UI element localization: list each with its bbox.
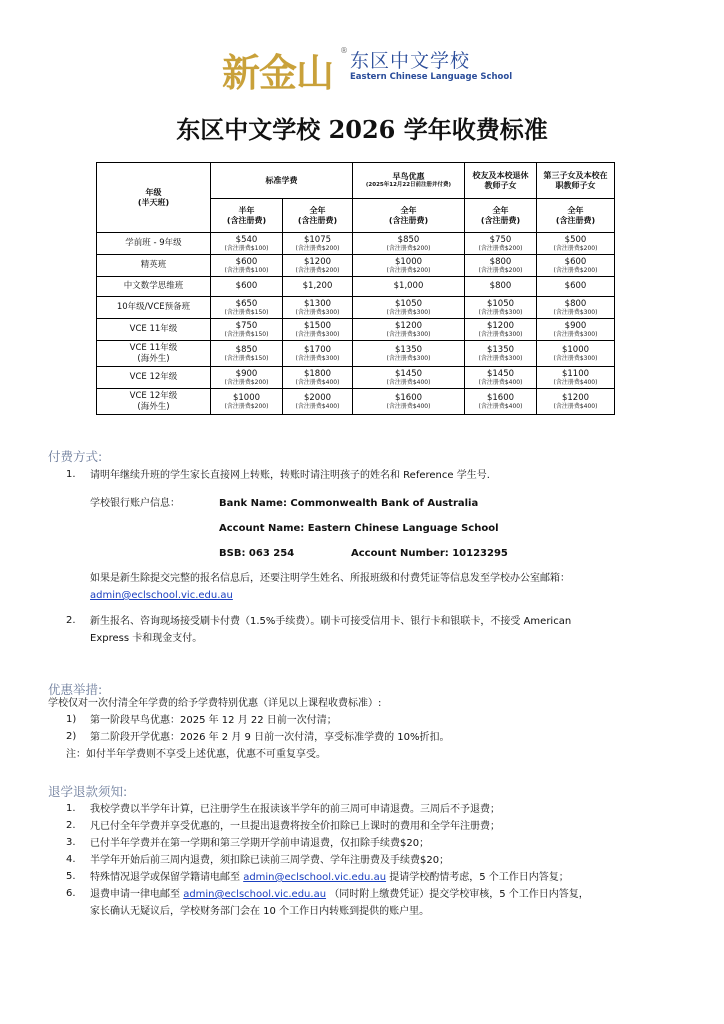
fee-registration-note: (含注册费$200) xyxy=(295,267,340,274)
fee-price: $900 xyxy=(564,320,587,331)
fee-registration-note: (含注册费$200) xyxy=(224,403,269,410)
fee-cell xyxy=(465,319,537,341)
fee-registration-note: (含注册费$300) xyxy=(386,309,431,316)
fee-registration-note: (含注册费$400) xyxy=(553,379,598,386)
fee-cell xyxy=(353,255,465,277)
fee-price: $1000 xyxy=(232,392,261,403)
full-year-header: 全年 (含注册费) xyxy=(465,199,537,233)
fee-cell xyxy=(211,233,283,255)
fee-registration-note: (含注册费$200) xyxy=(553,245,598,252)
table-row xyxy=(97,341,615,367)
grade-cell: 精英班 xyxy=(97,255,211,277)
fee-cell xyxy=(537,341,615,367)
registered-mark: ® xyxy=(340,46,348,55)
discount-item-1: 第一阶段早鸟优惠：2025 年 12 月 22 日前一次付清； xyxy=(90,715,337,726)
table-row xyxy=(97,233,615,255)
fee-registration-note: (含注册费$300) xyxy=(295,331,340,338)
fee-registration-note: (含注册费$150) xyxy=(224,309,269,316)
fee-cell xyxy=(211,389,283,415)
fee-cell xyxy=(353,341,465,367)
table-row xyxy=(97,367,615,389)
fee-price: $1600 xyxy=(486,392,515,403)
fee-price: $600 xyxy=(235,256,258,267)
fee-cell xyxy=(211,319,283,341)
fee-registration-note: (含注册费$100) xyxy=(224,245,269,252)
fee-cell xyxy=(211,277,283,297)
fee-cell xyxy=(353,233,465,255)
payment-item-1: 请明年继续升班的学生家长直接网上转账，转账时请注明孩子的姓名和 Reference 学生号. xyxy=(90,470,490,481)
list-number: 1) xyxy=(66,714,77,725)
refund-item: 我校学费以半学年计算，已注册学生在报读该半学年的前三周可申请退费。三周后不予退费； xyxy=(90,804,500,815)
grade-cell: 中文数学思维班 xyxy=(97,277,211,297)
list-number: 1. xyxy=(66,803,76,814)
fee-cell xyxy=(537,367,615,389)
fee-registration-note: (含注册费$300) xyxy=(295,309,340,316)
fee-registration-note: (含注册费$150) xyxy=(224,331,269,338)
fee-price: $1800 xyxy=(303,368,332,379)
refund-heading: 退学退款须知: xyxy=(48,784,128,799)
fee-registration-note: (含注册费$300) xyxy=(478,331,523,338)
fee-cell xyxy=(465,233,537,255)
grade-header: 年级 (半天班) xyxy=(97,163,211,233)
fee-price: $1,200 xyxy=(302,281,333,292)
fee-cell xyxy=(353,297,465,319)
fee-registration-note: (含注册费$300) xyxy=(478,355,523,362)
fee-table xyxy=(96,162,615,415)
alumni-header: 校友及本校退休 教师子女 xyxy=(465,163,537,199)
fee-cell xyxy=(465,389,537,415)
payment-item-2-cont: Express 卡和现金支付。 xyxy=(90,633,203,644)
refund-item: 半学年开始后前三周内退费，须扣除已读前三周学费、学年注册费及手续费$20； xyxy=(90,855,450,866)
fee-registration-note: (含注册费$300) xyxy=(295,355,340,362)
fee-cell xyxy=(211,341,283,367)
fee-price: $2000 xyxy=(303,392,332,403)
fee-price: $1200 xyxy=(486,320,515,331)
refund-item-6-cont: 家长确认无疑议后，学校财务部门会在 10 个工作日内转账到提供的账户里。 xyxy=(90,906,430,917)
list-number: 2. xyxy=(66,820,76,831)
table-row xyxy=(97,319,615,341)
table-row xyxy=(97,277,615,297)
fee-cell xyxy=(283,341,353,367)
bank-info-label: 学校银行账户信息： xyxy=(90,498,180,509)
early-bird-deadline: (2025年12月22日前注册并付费) xyxy=(365,182,452,188)
fee-price: $1200 xyxy=(394,320,423,331)
account-number: Account Number: 10123295 xyxy=(351,548,508,559)
fee-price: $1500 xyxy=(303,320,332,331)
school-logo xyxy=(222,40,522,96)
account-name: Account Name: Eastern Chinese Language School xyxy=(219,523,499,534)
grade-cell: VCE 12年级 xyxy=(97,367,211,389)
fee-price: $1450 xyxy=(486,368,515,379)
fee-price: $1350 xyxy=(394,344,423,355)
discount-heading: 优惠举措: xyxy=(48,682,103,697)
fee-registration-note: (含注册费$200) xyxy=(295,245,340,252)
refund-item: 已付半年学费并在第一学期和第三学期开学前申请退费，仅扣除手续费$20； xyxy=(90,838,430,849)
table-row xyxy=(97,297,615,319)
fee-registration-note: (含注册费$400) xyxy=(553,403,598,410)
fee-cell xyxy=(283,319,353,341)
full-year-header: 全年 (含注册费) xyxy=(283,199,353,233)
refund-item-5: 特殊情况退学或保留学籍请电邮至 admin@eclschool.vic.edu.au 提请学校酌情考虑，5 个工作日内答复； xyxy=(90,872,569,883)
fee-price: $1075 xyxy=(303,234,332,245)
refund-item: 凡已付全年学费并享受优惠的，一旦提出退费将按全价扣除已上课时的费用和全学年注册费； xyxy=(90,821,500,832)
fee-registration-note: (含注册费$300) xyxy=(386,355,431,362)
fee-registration-note: (含注册费$200) xyxy=(478,267,523,274)
early-bird-header: 早鸟优惠 (2025年12月22日前注册并付费) xyxy=(353,163,465,199)
fee-cell xyxy=(537,319,615,341)
fee-price: $600 xyxy=(564,256,587,267)
list-number: 3. xyxy=(66,837,76,848)
fee-price: $1050 xyxy=(486,298,515,309)
bsb: BSB: 063 254 xyxy=(219,548,295,559)
fee-price: $800 xyxy=(564,298,587,309)
payment-heading: 付费方式: xyxy=(48,449,103,464)
page-title: 东区中文学校 2026 学年收费标准 xyxy=(176,115,548,144)
grade-cell: 10年级/VCE预备班 xyxy=(97,297,211,319)
fee-cell xyxy=(465,341,537,367)
bank-name: Bank Name: Commonwealth Bank of Australia xyxy=(219,498,479,509)
fee-price: $1350 xyxy=(486,344,515,355)
fee-price: $540 xyxy=(235,234,258,245)
logo-school-name: 东区中文学校 xyxy=(350,50,471,72)
fee-cell xyxy=(211,367,283,389)
fee-price: $600 xyxy=(564,281,587,292)
fee-registration-note: (含注册费$300) xyxy=(553,309,598,316)
fee-cell xyxy=(283,233,353,255)
fee-price: $1300 xyxy=(303,298,332,309)
fee-price: $1050 xyxy=(394,298,423,309)
fee-price: $1200 xyxy=(561,392,590,403)
fee-cell xyxy=(353,367,465,389)
fee-price: $850 xyxy=(235,344,258,355)
fee-cell xyxy=(211,297,283,319)
fee-cell xyxy=(465,255,537,277)
fee-registration-note: (含注册费$400) xyxy=(478,403,523,410)
grade-cell: VCE 11年级 xyxy=(97,319,211,341)
fee-price: $1000 xyxy=(561,344,590,355)
fee-price: $750 xyxy=(489,234,512,245)
grade-cell: VCE 11年级 (海外生) xyxy=(97,341,211,367)
fee-cell xyxy=(283,255,353,277)
fee-price: $800 xyxy=(489,256,512,267)
fee-price: $1,000 xyxy=(393,281,424,292)
fee-registration-note: (含注册费$200) xyxy=(553,267,598,274)
fee-cell xyxy=(465,367,537,389)
fee-cell xyxy=(283,277,353,297)
fee-registration-note: (含注册费$400) xyxy=(386,403,431,410)
fee-cell xyxy=(283,297,353,319)
fee-cell xyxy=(537,389,615,415)
fee-registration-note: (含注册费$300) xyxy=(386,331,431,338)
fee-registration-note: (含注册费$300) xyxy=(553,331,598,338)
fee-price: $1100 xyxy=(561,368,590,379)
fee-cell xyxy=(353,277,465,297)
table-row xyxy=(97,389,615,415)
list-number: 4. xyxy=(66,854,76,865)
fee-cell xyxy=(353,389,465,415)
fee-cell xyxy=(537,297,615,319)
fee-registration-note: (含注册费$200) xyxy=(224,379,269,386)
fee-cell xyxy=(537,233,615,255)
logo-english-name: Eastern Chinese Language School xyxy=(350,72,513,82)
grade-cell: 学前班 - 9年级 xyxy=(97,233,211,255)
third-child-header: 第三子女及本校在 职教师子女 xyxy=(537,163,615,199)
list-number: 6. xyxy=(66,888,76,899)
office-email-link[interactable]: admin@eclschool.vic.edu.au xyxy=(90,590,233,601)
fee-registration-note: (含注册费$200) xyxy=(386,267,431,274)
fee-registration-note: (含注册费$400) xyxy=(295,379,340,386)
fee-registration-note: (含注册费$100) xyxy=(224,267,269,274)
fee-price: $900 xyxy=(235,368,258,379)
full-year-header: 全年 (含注册费) xyxy=(537,199,615,233)
fee-price: $1200 xyxy=(303,256,332,267)
fee-price: $800 xyxy=(489,281,512,292)
list-number: 5. xyxy=(66,871,76,882)
logo-chinese-mark: 新金山 xyxy=(222,50,334,95)
fee-registration-note: (含注册费$150) xyxy=(224,355,269,362)
discount-intro: 学校仅对一次付清全年学费的给予学费特别优惠（详见以上课程收费标准）: xyxy=(48,698,382,709)
standard-fee-header: 标准学费 xyxy=(211,163,353,199)
fee-price: $500 xyxy=(564,234,587,245)
fee-cell xyxy=(353,319,465,341)
fee-cell xyxy=(465,297,537,319)
payment-item-2: 新生报名、咨询现场接受刷卡付费（1.5%手续费）。刷卡可接受信用卡、银行卡和银联卡，不接受 American xyxy=(90,616,572,627)
new-student-note: 如果是新生除提交完整的报名信息后，还要注明学生姓名、所报班级和付费凭证等信息发至学校办公室邮箱： xyxy=(90,573,570,584)
fee-price: $1000 xyxy=(394,256,423,267)
fee-registration-note: (含注册费$300) xyxy=(553,355,598,362)
fee-registration-note: (含注册费$200) xyxy=(386,245,431,252)
fee-cell xyxy=(537,255,615,277)
refund-email-link[interactable]: admin@eclschool.vic.edu.au xyxy=(183,889,327,900)
fee-registration-note: (含注册费$300) xyxy=(478,309,523,316)
fee-price: $1450 xyxy=(394,368,423,379)
fee-cell xyxy=(283,367,353,389)
fee-price: $850 xyxy=(397,234,420,245)
fee-registration-note: (含注册费$400) xyxy=(295,403,340,410)
discount-note: 注：如付半年学费则不享受上述优惠，优惠不可重复享受。 xyxy=(66,749,326,760)
fee-price: $1700 xyxy=(303,344,332,355)
full-year-header: 全年 (含注册费) xyxy=(353,199,465,233)
refund-item-6: 退费申请一律电邮至 admin@eclschool.vic.edu.au （同时附上缴费凭证）提交学校审核，5 个工作日内答复， xyxy=(90,889,589,900)
discount-item-2: 第二阶段开学优惠：2026 年 2 月 9 日前一次付清，享受标准学费的 10%折扣。 xyxy=(90,732,450,743)
list-number: 2. xyxy=(66,615,76,626)
fee-price: $750 xyxy=(235,320,258,331)
fee-registration-note: (含注册费$400) xyxy=(386,379,431,386)
fee-registration-note: (含注册费$200) xyxy=(478,245,523,252)
fee-price: $600 xyxy=(235,281,258,292)
fee-cell xyxy=(283,389,353,415)
fee-cell xyxy=(211,255,283,277)
list-number: 1. xyxy=(66,469,76,480)
grade-cell: VCE 12年级 (海外生) xyxy=(97,389,211,415)
fee-price: $650 xyxy=(235,298,258,309)
list-number: 2) xyxy=(66,731,77,742)
fee-cell xyxy=(465,277,537,297)
fee-cell xyxy=(537,277,615,297)
table-row xyxy=(97,255,615,277)
fee-price: $1600 xyxy=(394,392,423,403)
fee-registration-note: (含注册费$400) xyxy=(478,379,523,386)
half-year-header: 半年 (含注册费) xyxy=(211,199,283,233)
refund-email-link[interactable]: admin@eclschool.vic.edu.au xyxy=(243,872,387,883)
